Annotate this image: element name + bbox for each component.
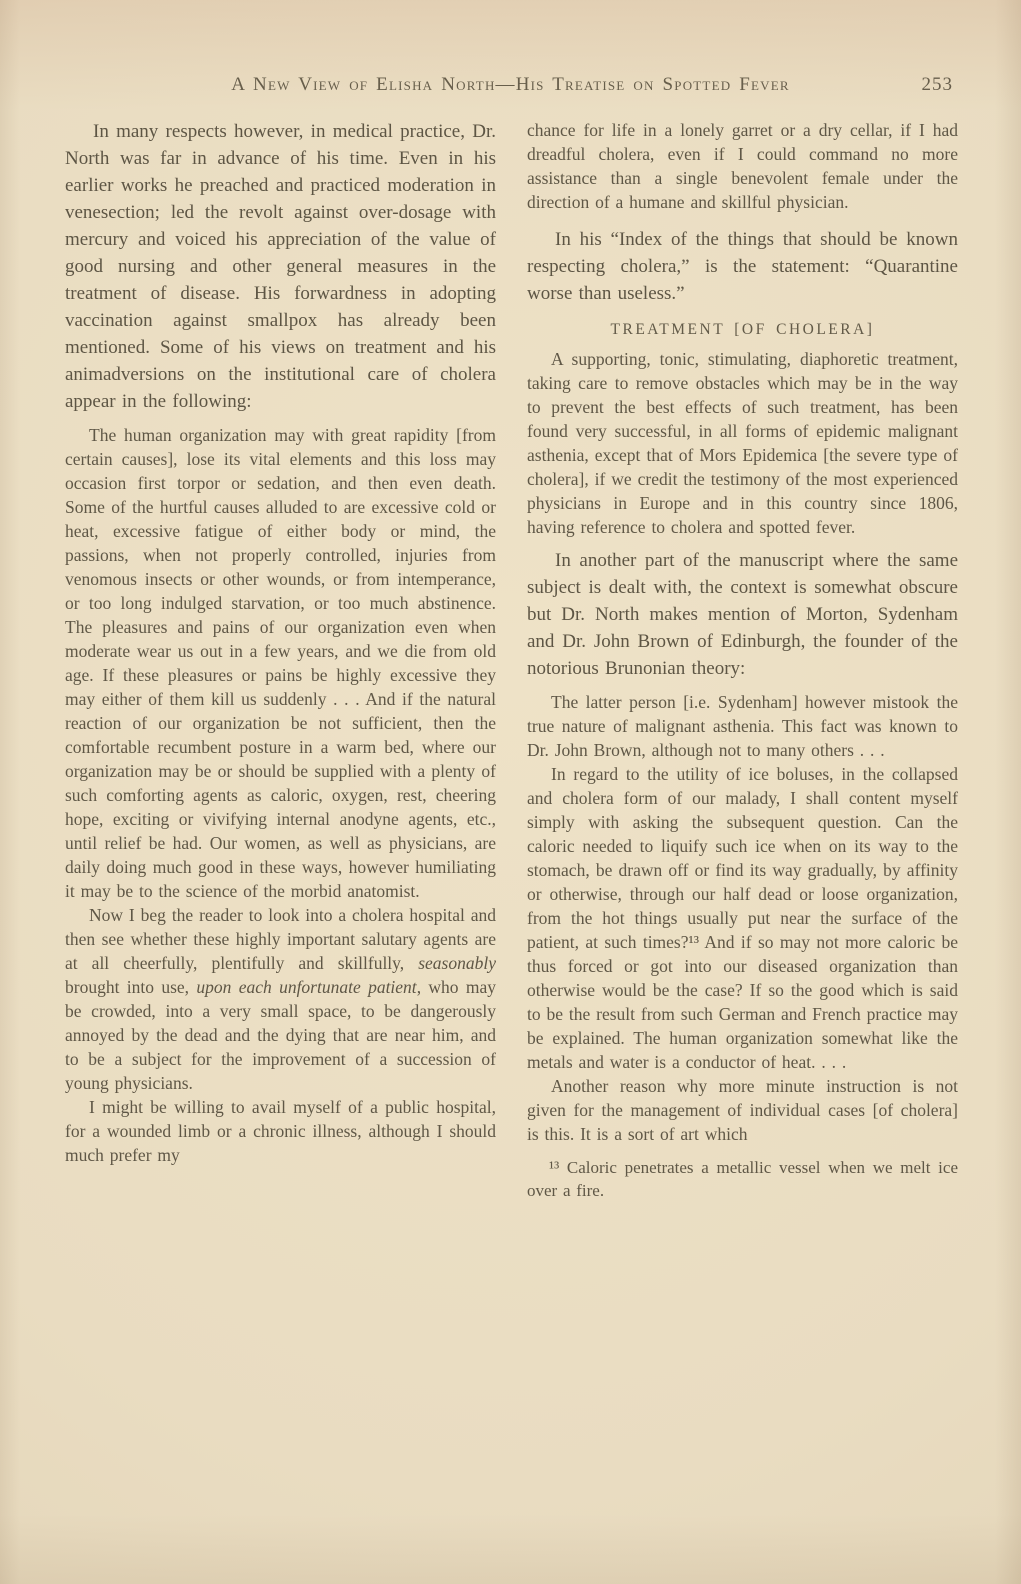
intro-paragraph: In many respects however, in medical practice, Dr. North was far in advance of his time. Even in his earlier works he preached and practiced moderation in venesection; led the revolt against over-dosage with mercury and voiced his appreciation of the value of good nursing and other general measures in the treatment of disease. His forwardness in adopting vaccination against smallpox has already been mentioned. Some of his views on treatment and his animadversions on the institutional care of cholera appear in the following: (65, 121, 496, 412)
page-edge-shadow (0, 1577, 1021, 1584)
extract-public-hospital-continued: chance for life in a lonely garret or a dry cellar, if I had dreadful cholera, even if I could command no more assistance than a single benevolent female under the direction of a humane and skillful physician. (527, 120, 958, 212)
footnote-caloric: ¹³ Caloric penetrates a metallic vessel when we melt ice over a fire. (527, 1158, 958, 1200)
extract-human-organization: The human organization may with great rapidity [from certain causes], lose its vital elements and this loss may occasion first torpor or sedation, and then even death. Some of the hurtful causes alluded to are excessive cold or heat, excessive fatigue of either body or mind, the passions, when not properly controlled, injuries from venomous insects or other wounds, or from intemperance, or too long indulged starvation, or too much abstinence. The pleasures and pains of our organization even when moderate wear us out in a few years, and we die from old age. If these pleasures or pains be highly excessive they may either of them kill us suddenly . . . And if the natural reaction of our organization be not sufficient, then the comfortable recumbent posture in a warm bed, where our organization may be or should be supplied with a plenty of such comforting agents as caloric, oxygen, rest, cheering hope, exciting or vivifying internal anodyne agents, etc., until relief be had. Our women, as well as physicians, are daily doing much good in these ways, however humiliating it may be to the science of the morbid anatomist. (65, 425, 496, 901)
extract-ice-boluses: In regard to the utility of ice boluses, in the collapsed and cholera form of our malady, I shall content myself simply with asking the subsequent question. Can the caloric needed to liquify such ice when on its way to the stomach, be drawn off or find its way gradually, by affinity or otherwise, through our half dead or loose organization, from the hot things usually put near the surface of the patient, at such times?¹³ And if so may not more caloric be thus forced or got into our diseased organization than otherwise would be the case? If so the good which is said to be the result from such German and French practice may be explained. The human organization somewhat like the metals and water is a conductor of heat. . . . (527, 764, 958, 1072)
extract-treatment: A supporting, tonic, stimulating, diaphoretic treatment, taking care to remove obstacles which may be in the way to prevent the best effects of such treatment, has been found very successful, in all forms of epidemic malignant asthenia, except that of Mors Epidemica [the severe type of cholera], if we credit the testimony of the most experienced physicians in Europe and in this country since 1806, having reference to cholera and spotted fever. (527, 349, 958, 537)
text-columns (65, 118, 957, 1202)
right-column (527, 118, 958, 1202)
paragraph-manuscript: In another part of the manuscript where the same subject is dealt with, the context is somewhat obscure but Dr. North makes mention of Morton, Sydenham and Dr. John Brown of Edinburgh, the founder of the notorious Brunonian theory: (527, 550, 958, 679)
page-header (64, 74, 957, 104)
left-column (65, 118, 496, 1202)
paragraph-index-statement: In his “Index of the things that should be known respecting cholera,” is the statement: “Quarantine worse than useless.” (527, 229, 958, 304)
extract-cholera-hospital: Now I beg the reader to look into a cholera hospital and then see whether these highly important salutary agents are at all cheerfully, plentifully and skillfully, seasonably brought into use, upon each unfortunate patient, who may be crowded, into a very small space, to be dangerously annoyed by the dead and the dying that are near him, and to be a subject for the improvement of a succession of young physicians. (65, 905, 496, 1093)
extract-public-hospital: I might be willing to avail myself of a public hospital, for a wounded limb or a chronic illness, although I should much prefer my (65, 1097, 496, 1165)
extract-latter-person: The latter person [i.e. Sydenham] however mistook the true nature of malignant asthenia. This fact was known to Dr. John Brown, although not to many others . . . (527, 692, 958, 760)
page-number: 253 (921, 74, 953, 95)
extract-another-reason: Another reason why more minute instruction is not given for the management of individual cases [of cholera] is this. It is a sort of art which (527, 1076, 958, 1144)
section-heading-treatment: TREATMENT [OF CHOLERA] (610, 321, 875, 338)
running-title: A New View of Elisha North—His Treatise on Spotted Fever (231, 74, 790, 95)
